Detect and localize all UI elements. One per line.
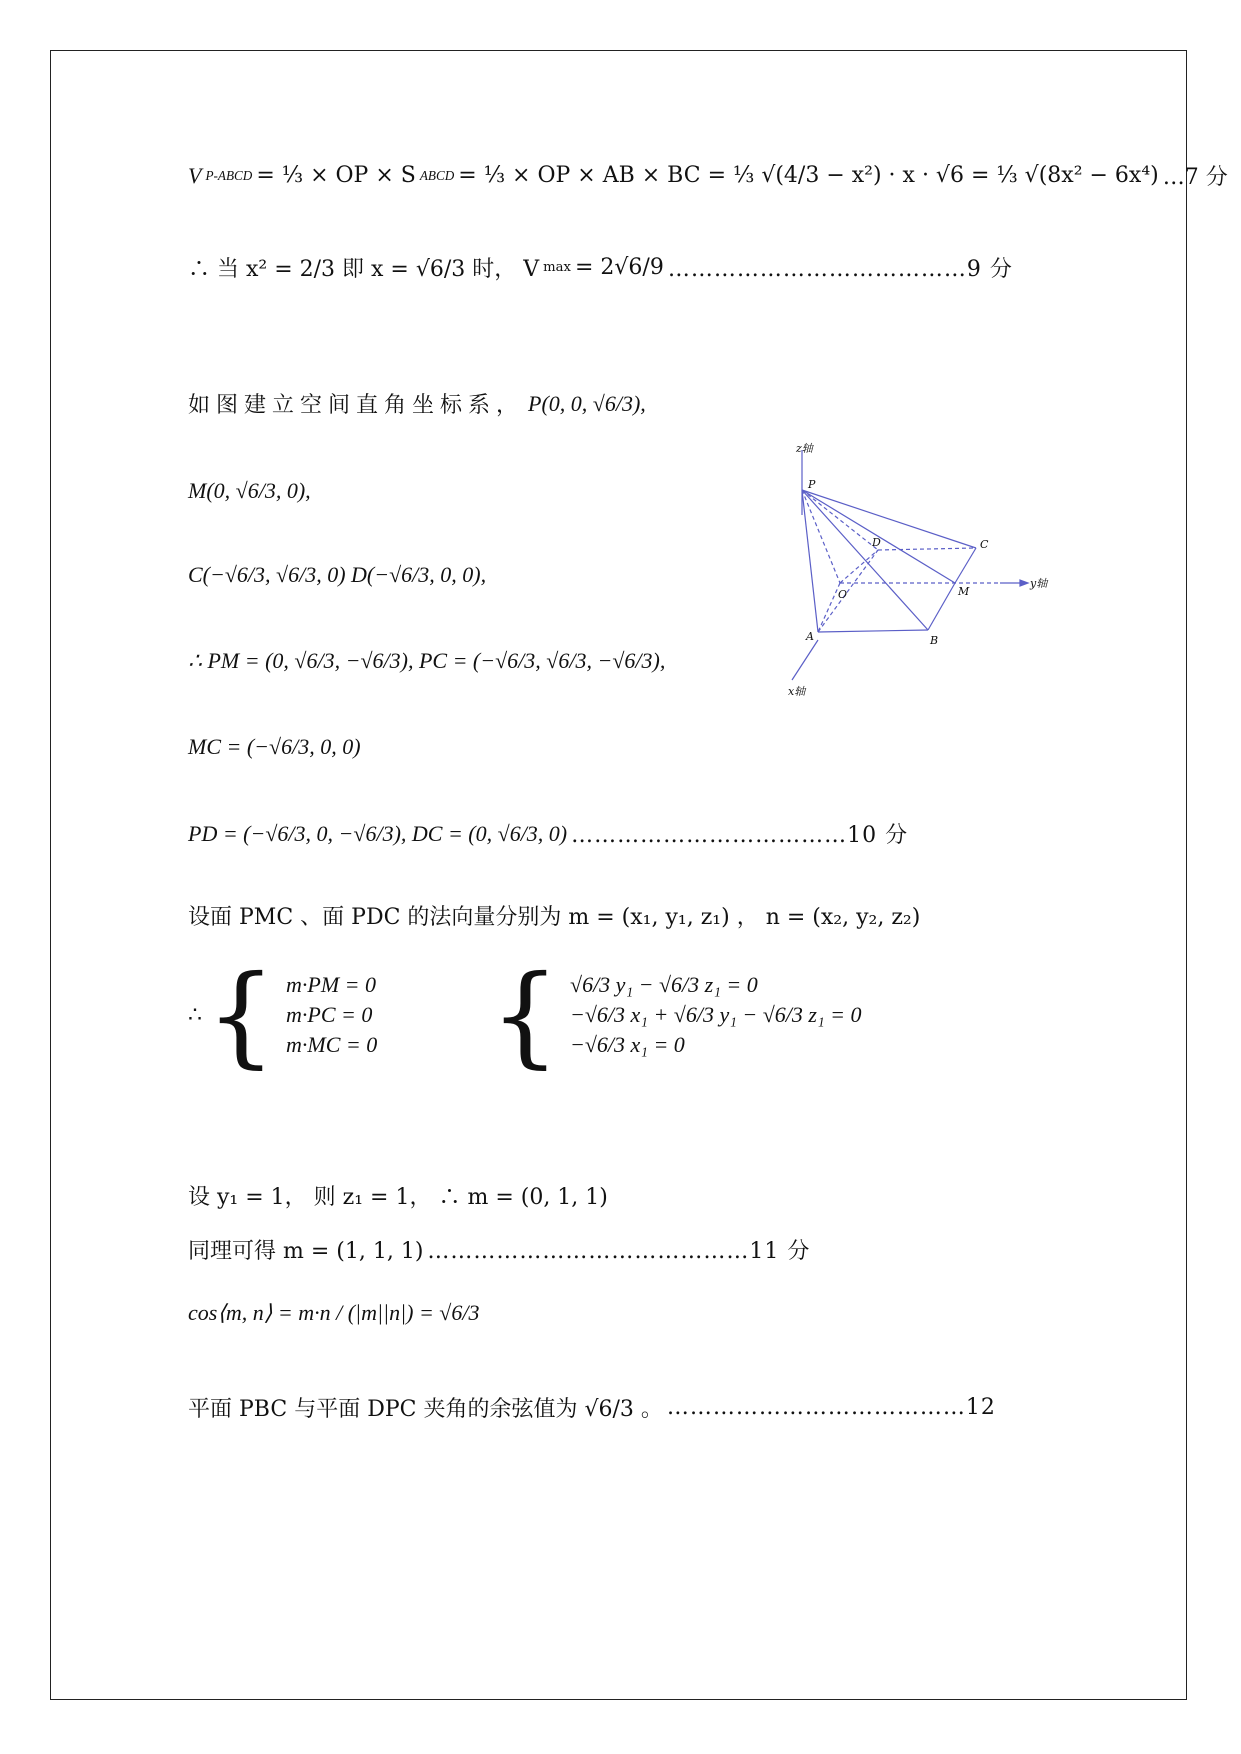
system-right-eq-1: √6/3 y₁ − √6/3 z₁ = 0	[570, 972, 758, 997]
coordinate-system-line	[188, 388, 646, 419]
equation-systems	[188, 951, 862, 1079]
conclusion-text: 平面 PBC 与平面 DPC 夹角的余弦值为 √6/3 。	[188, 1397, 663, 1422]
solve-m-line	[188, 1180, 608, 1211]
max-value: = 2√6/9	[574, 255, 664, 280]
edge-dc	[878, 548, 976, 550]
normal-vectors-text: 设面 PMC 、面 PDC 的法向量分别为 m = (x₁, y₁, z₁) ， n = (x₂, y₂, z₂)	[188, 905, 921, 930]
label-p: P	[808, 478, 816, 491]
points-c-d: C(−√6/3, √6/3, 0) D(−√6/3, 0, 0),	[188, 562, 487, 587]
vectors-pd-dc: PD = (−√6/3, 0, −√6/3), DC = (0, √6/3, 0)	[188, 820, 568, 846]
vector-mc-line	[188, 734, 361, 760]
volume-symbol: V	[188, 162, 202, 188]
vectors-pm-pc: ∴ PM = (0, √6/3, −√6/3), PC = (−√6/3, √6/3, −√6/3),	[188, 648, 666, 673]
edge-ad	[818, 550, 878, 632]
label-d: D	[872, 536, 881, 549]
system-left-eq-2: m·PC = 0	[286, 1002, 373, 1027]
coordinate-system-text: 如图建立空间直角坐标系，	[188, 393, 525, 418]
system-left-eq-1: m·PM = 0	[286, 972, 376, 997]
edge-od	[840, 550, 878, 583]
label-o: O	[838, 588, 848, 601]
system-right	[570, 972, 861, 1058]
points-cd-line	[188, 562, 486, 588]
score-11: ……………………………………11 分	[427, 1239, 811, 1264]
system-left-eq-3: m·MC = 0	[286, 1032, 378, 1057]
score-10: ………………………………10 分	[571, 823, 909, 848]
label-m: M	[958, 585, 970, 598]
left-brace-1: {	[206, 951, 276, 1079]
y-axis-arrow	[1020, 580, 1028, 586]
edge-ab	[818, 630, 928, 632]
label-b: B	[930, 634, 939, 647]
max-volume-line	[188, 252, 1013, 283]
vectors-pd-dc-line	[188, 818, 908, 849]
edge-bm	[928, 583, 955, 630]
pyramid-figure	[780, 440, 1060, 700]
edge-pd	[802, 490, 878, 550]
label-y-axis: y轴	[1030, 577, 1048, 590]
label-c: C	[980, 538, 989, 551]
conclusion-line	[188, 1392, 996, 1423]
edge-pa	[802, 490, 818, 632]
label-z-axis: z轴	[796, 442, 813, 455]
similarly-line	[188, 1234, 810, 1265]
system-right-eq-3: −√6/3 x₁ = 0	[570, 1032, 685, 1057]
point-m: M(0, √6/3, 0),	[188, 478, 311, 503]
area-subscript: ABCD	[419, 167, 455, 183]
similarly-text: 同理可得 m = (1, 1, 1)	[188, 1239, 424, 1264]
volume-expr-part2: = ⅓ × OP × AB × BC = ⅓ √(4/3 − x²) · x · √6 = ⅓ √(8x² − 6x⁴)	[458, 163, 1159, 188]
solve-m-text: 设 y₁ = 1， 则 z₁ = 1， ∴ m = (0, 1, 1)	[188, 1185, 608, 1210]
volume-expr-part1: = ⅓ × OP × S	[256, 163, 416, 188]
point-m-line	[188, 478, 311, 504]
score-9: …………………………………9 分	[667, 257, 1013, 282]
normal-vectors-line	[188, 900, 920, 931]
therefore-symbol: ∴	[188, 1002, 202, 1028]
score-12: …………………………………12	[666, 1395, 996, 1420]
system-right-eq-2: −√6/3 x₁ + √6/3 y₁ − √6/3 z₁ = 0	[570, 1002, 862, 1027]
max-condition: ∴ 当 x² = 2/3 即 x = √6/3 时， V	[188, 257, 540, 282]
point-p: P(0, 0, √6/3),	[528, 390, 646, 416]
x-axis	[792, 640, 818, 680]
page-frame	[50, 50, 1187, 1700]
score-7: …7 分	[1162, 165, 1228, 190]
system-left	[286, 972, 486, 1058]
max-subscript: max	[543, 260, 571, 275]
edge-mc	[955, 548, 976, 583]
edge-oa	[818, 583, 840, 632]
label-a: A	[806, 630, 814, 643]
vectors-pm-pc-line	[188, 648, 665, 674]
left-brace-2: {	[490, 951, 560, 1079]
volume-formula-line	[188, 160, 1228, 191]
label-x-axis: x轴	[788, 685, 806, 698]
cosine-line	[188, 1300, 480, 1326]
volume-subscript: P-ABCD	[205, 167, 253, 183]
vector-mc: MC = (−√6/3, 0, 0)	[188, 734, 361, 759]
cosine-formula: cos⟨m, n⟩ = m·n / (|m||n|) = √6/3	[188, 1300, 480, 1325]
